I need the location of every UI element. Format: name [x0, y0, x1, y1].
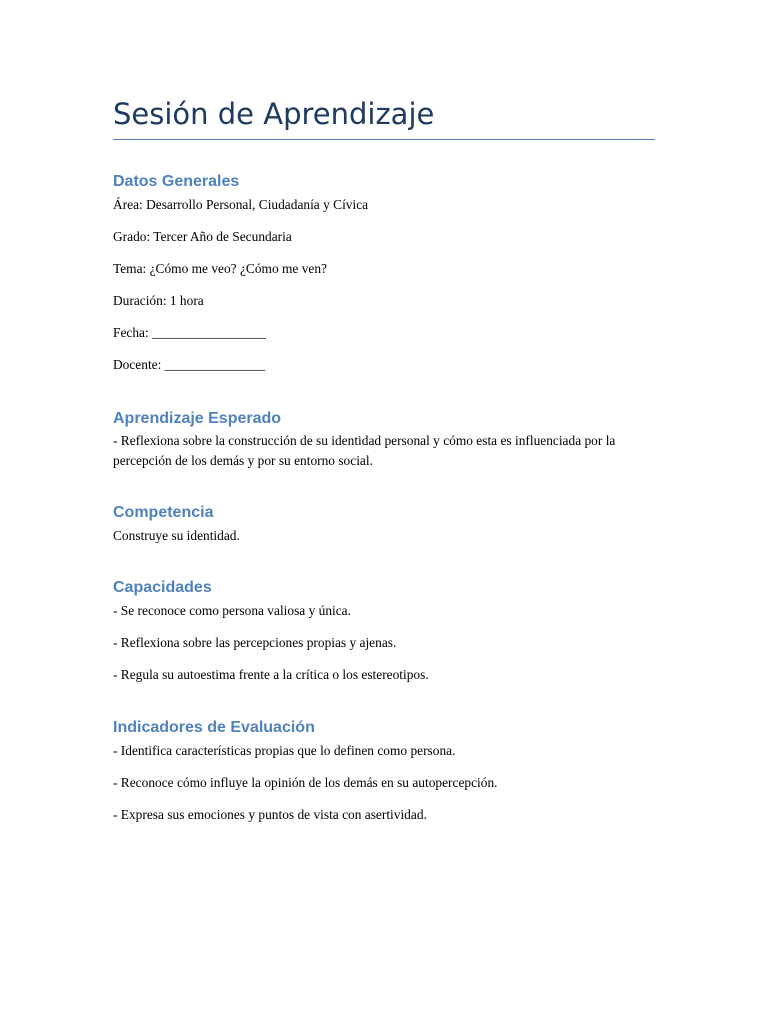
aprendizaje-esperado-text: - Reflexiona sobre la construcción de su identidad personal y cómo esta es influenciada por la percepción de los demás y por su entorno social.: [113, 433, 616, 468]
field-grado: Grado: Tercer Año de Secundaria: [113, 229, 292, 244]
field-fecha: Fecha: _________________: [113, 325, 266, 340]
section-heading-indicadores: Indicadores de Evaluación: [113, 719, 315, 736]
indicador-item: - Expresa sus emociones y puntos de vista con asertividad.: [113, 807, 427, 822]
field-duracion: Duración: 1 hora: [113, 293, 204, 308]
competencia-text: Construye su identidad.: [113, 528, 240, 543]
capacidad-item: - Regula su autoestima frente a la crítica o los estereotipos.: [113, 667, 429, 682]
section-heading-competencia: Competencia: [113, 504, 214, 521]
capacidad-item: - Reflexiona sobre las percepciones propias y ajenas.: [113, 635, 397, 650]
section-heading-capacidades: Capacidades: [113, 579, 212, 596]
field-area: Área: Desarrollo Personal, Ciudadanía y Cívica: [113, 197, 369, 212]
capacidad-item: - Se reconoce como persona valiosa y única.: [113, 603, 351, 618]
title-underline: [113, 139, 655, 140]
section-heading-datos-generales: Datos Generales: [113, 173, 240, 190]
field-docente: Docente: _______________: [113, 357, 266, 372]
document-title: Sesión de Aprendizaje: [113, 97, 435, 131]
indicador-item: - Identifica características propias que lo definen como persona.: [113, 743, 456, 758]
field-tema: Tema: ¿Cómo me veo? ¿Cómo me ven?: [113, 261, 327, 276]
indicador-item: - Reconoce cómo influye la opinión de los demás en su autopercepción.: [113, 775, 498, 790]
section-heading-aprendizaje-esperado: Aprendizaje Esperado: [113, 410, 282, 427]
